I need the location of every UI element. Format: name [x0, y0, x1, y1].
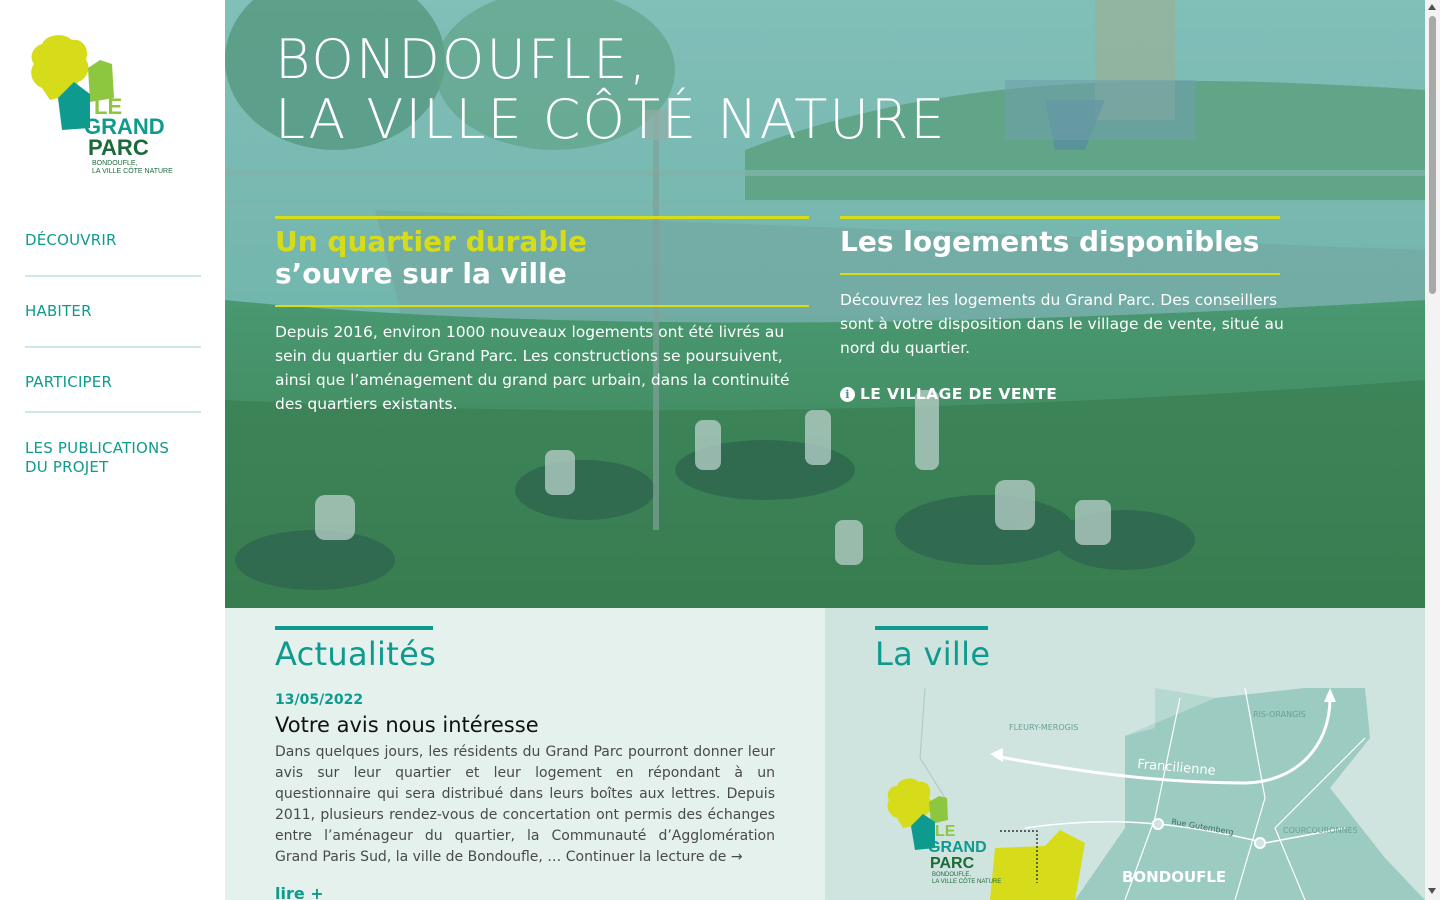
nav-item-participer[interactable]: [25, 373, 201, 392]
nav-divider: [25, 275, 201, 277]
nav-link-habiter[interactable]: HABITER: [25, 302, 92, 320]
svg-text:RIS-ORANGIS: RIS-ORANGIS: [1253, 710, 1306, 719]
nav-divider: [25, 411, 201, 413]
news-section-title: Actualités: [275, 635, 437, 673]
news-section: [225, 608, 825, 900]
svg-text:PARC: PARC: [88, 135, 149, 160]
svg-text:LA VILLE CÔTE NATURE: LA VILLE CÔTE NATURE: [932, 879, 1002, 885]
col1-heading-highlight: Un quartier durable: [275, 225, 587, 258]
news-headline[interactable]: Votre avis nous intéresse: [275, 713, 539, 737]
svg-text:GRAND: GRAND: [928, 839, 987, 856]
scroll-down-arrow-icon[interactable]: [1428, 888, 1436, 894]
page-scrollbar[interactable]: [1425, 0, 1440, 900]
nav-item-publications[interactable]: [25, 439, 201, 477]
col1-text: Depuis 2016, environ 1000 nouveaux logements ont été livrés au sein du quartier du Grand Parc. Les constructions se poursuivent, ainsi que l’aménagement du grand parc urbain, dans la continuité des quartiers existants.: [275, 323, 790, 413]
news-title-bar: [275, 626, 433, 630]
nav-divider: [25, 346, 201, 348]
col1-bottom-rule: [275, 305, 809, 307]
village-de-vente-label: LE VILLAGE DE VENTE: [860, 385, 1058, 403]
scroll-thumb[interactable]: [1429, 16, 1436, 294]
svg-text:LA VILLE CÔTE NATURE: LA VILLE CÔTE NATURE: [92, 168, 173, 175]
svg-text:FLEURY-MEROGIS: FLEURY-MEROGIS: [1009, 723, 1079, 732]
col1-heading: [275, 226, 815, 290]
nav-item-habiter[interactable]: [25, 302, 201, 321]
city-section: [825, 608, 1425, 900]
svg-text:COURCOURONNES: COURCOURONNES: [1283, 826, 1358, 835]
sidebar: [0, 0, 225, 900]
svg-text:BONDOUFLE,: BONDOUFLE,: [92, 160, 138, 167]
nav-link-publications[interactable]: [25, 439, 201, 477]
nav-item-decouvrir[interactable]: [25, 231, 201, 250]
info-circle-icon: i: [840, 387, 855, 402]
site-logo[interactable]: [28, 32, 188, 182]
city-section-title: La ville: [875, 635, 991, 673]
nav-link-publications-line2: DU PROJET: [25, 458, 109, 476]
grand-parc-logo-icon: [28, 32, 188, 182]
hero-title-line2: LA VILLE CÔTÉ NATURE: [275, 88, 947, 151]
svg-text:Francilienne: Francilienne: [1136, 757, 1217, 779]
hero-banner: [225, 0, 1425, 608]
news-read-more-link[interactable]: lire +: [275, 884, 324, 900]
news-date: 13/05/2022: [275, 692, 364, 708]
nav-link-participer[interactable]: PARTICIPER: [25, 373, 113, 391]
col1-heading-rest: s’ouvre sur la ville: [275, 257, 567, 290]
col2-bottom-rule: [840, 273, 1280, 275]
village-de-vente-link[interactable]: [840, 385, 1057, 403]
svg-text:BONDOUFLE,: BONDOUFLE,: [932, 872, 972, 878]
svg-text:LE: LE: [935, 823, 956, 840]
col2-text: Découvrez les logements du Grand Parc. Des conseillers sont à votre disposition dans le village de vente, situé au nord du quartier.: [840, 291, 1284, 357]
city-map[interactable]: [825, 678, 1425, 900]
svg-text:GRAND: GRAND: [84, 114, 165, 139]
hero-title-line1: BONDOUFLE,: [275, 28, 649, 91]
svg-text:BONDOUFLE: BONDOUFLE: [1122, 868, 1227, 886]
svg-text:Rue Gutemberg: Rue Gutemberg: [1170, 817, 1235, 837]
col2-heading: Les logements disponibles: [840, 225, 1260, 258]
nav-link-publications-line1: LES PUBLICATIONS: [25, 439, 170, 457]
hero-title: [275, 30, 947, 150]
col1-top-rule: [275, 216, 809, 219]
city-title-bar: [875, 626, 988, 630]
nav-link-decouvrir[interactable]: DÉCOUVRIR: [25, 231, 117, 249]
scroll-up-arrow-icon[interactable]: [1428, 4, 1436, 10]
svg-text:PARC: PARC: [930, 855, 975, 872]
news-body: Dans quelques jours, les résidents du Grand Parc pourront donner leur avis sur leur quartier et leur logement en répondant à un questionnaire qui sera distribué dans leurs boîtes aux lettres. Depuis 2011, plusieurs rendez-vous de concertation ont permis des échanges entre l’aménageur du quartier, la Communauté d’Agglomération Grand Paris Sud, la ville de Bondoufle, … Continuer la lecture de →: [275, 744, 775, 865]
col2-top-rule: [840, 216, 1280, 219]
svg-text:LE: LE: [94, 94, 123, 119]
